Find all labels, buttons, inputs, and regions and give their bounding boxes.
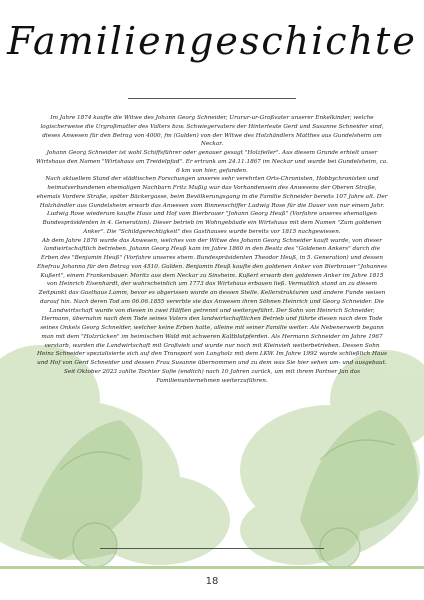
footer-divider (100, 548, 324, 549)
paragraph: Ab dem Jahre 1876 wurde das Anwesen, welches von der Witwe des Johann Georg Schneider kauft wurde, von dieser landwirtschaftlich betrieben. Johann Georg Heuß kam im Jahre 1860 in den Besitz des "Goldenen Ankers" durch die Erben des "Benjamin Heuß" (Vorfahre unseres ehem. Bundespräsidenten Theodor Heuß, in 5. Generation) und dessen Ehefrau Johanna für den Betrag von 4510. Gulden. Benjamin Heuß kaufte den goldenen Anker von Bierbrauer "Johannes Kußert", einem Frankenbauer. Moritz aus dem Neckar zu Sinsheim. Kußert erwarb den goldenen Anker im Jahre 1815 von Heinrich Eisenhardt, der wahrscheinlich um 1773 das Wirtshaus erbauen ließ. Vermutlich stand an zu diesem Zeitpunkt das Gasthaus Lamm, bevor es abgerissen wurde an dessen Stelle. Kellerstrukturen und andere Funde weisen darauf hin. Nach deren Tod am 06.06.1855 vererbte sie das Anwesen ihren Söhnen Heinrich und Georg Schneider. Die Landwirtschaft wurde von diesen in zwei Hälften getrennt und weitergeführt. Der Sohn von Heinrich Schneider, Hermann, übernahm nach dem Tode seines Vaters den landwirtschaftlichen Betrieb und führte diesen nach dem Tode seines Onkels Georg Schneider, welcher keine Erben hatte, alleine mit seiner Familie weiter. Als Nebenerwerb begann man mit dem "Holzrücken" im heimischen Wald mit schweren Kaltblutpferden. Als Hermann Schneider im Jahre 1967 verstarb, wurden die Landwirtschaft mit Großvieh und wurde nur noch mit Kleinvieh weiterbetrieben. Dessen Sohn Heinz Schneider spezialisierte sich auf den Transport von Langholz mit dem LKW. Im Jahre 1992 wurde schließlich Haus und Hof von Gerd Schneider und dessen Frau Susanne übernommen und zu dem was Sie hier sehen um- und ausgebaut. Seit Oktober 2023 zahlte Tochter Sofie (endlich) nach 10 Jahren zurück, um mit ihrem Partner Jan das Familienunternehmen weiterzuführen. (37, 237, 387, 384)
footer-band (0, 566, 424, 569)
title-divider (128, 98, 296, 99)
page-title: Familiengeschichte (7, 19, 417, 63)
body-text (36, 114, 388, 385)
paragraph: Im Jahre 1874 kaufte die Witwe des Johann Georg Schneider, Ururur-ur-Großvater unserer Enkelkinder, welche logischerweise die Urgroßmutter des Valters bzw. Schwiegervaters der Hinterleute Gerd und Susanne Schneider sind, dieses Anwesen für den Betrag von 4000, fm (Gulden) von der Witwe des Holzhändlers Matthes aus Gundelsheim am Neckar. (40, 115, 384, 148)
page-number: 18 (205, 576, 219, 587)
paragraph: Nach aktuellem Stand der städtischen Forschungen unseres sehr verehrten Orts-Chronisten, Hobbychronisten und heimatverbundenen ehemaligen Nachbarn Fritz Mußig war das Vorhandensein des Anwesens der Oberen Straße, ehemals Vordere Straße, später Bäckergasse, beim Bevölkerungsgang in die Familie Schneider bereits 107 Jahre alt. Der Holzhändler aus Gundelsheim erwarb das Anwesen vom Binnenschiffer Ludwig Rose für die Dauer von nur einem Jahr. Ludwig Rose wiederum kaufte Haus und Hof vom Bierbrauer "Johann Georg Heuß" (Vorfahre unseres ehemaligen Bundespräsidenten in 4. Generation). Dieser betrieb im Wohngebäude ein Wirtshaus mit dem Namen "Zum goldenen Anker". Die "Schildgerechtigkeit" des Gasthauses wurde bereits vor 1815 nachgewiesen. (36, 176, 388, 235)
paragraph: Johann Georg Schneider ist wohl Schiffsführer oder genauer gesagt "Holzfeiler". Aus diesem Grunde erhielt unser Wirtshaus den Namen "Wirtshaus am Treidelpfad". Er ertrank am 24.11.1867 im Neckar und wurde bei Gundelsheim, ca. 6 km von hier, gefunden. (36, 150, 388, 174)
